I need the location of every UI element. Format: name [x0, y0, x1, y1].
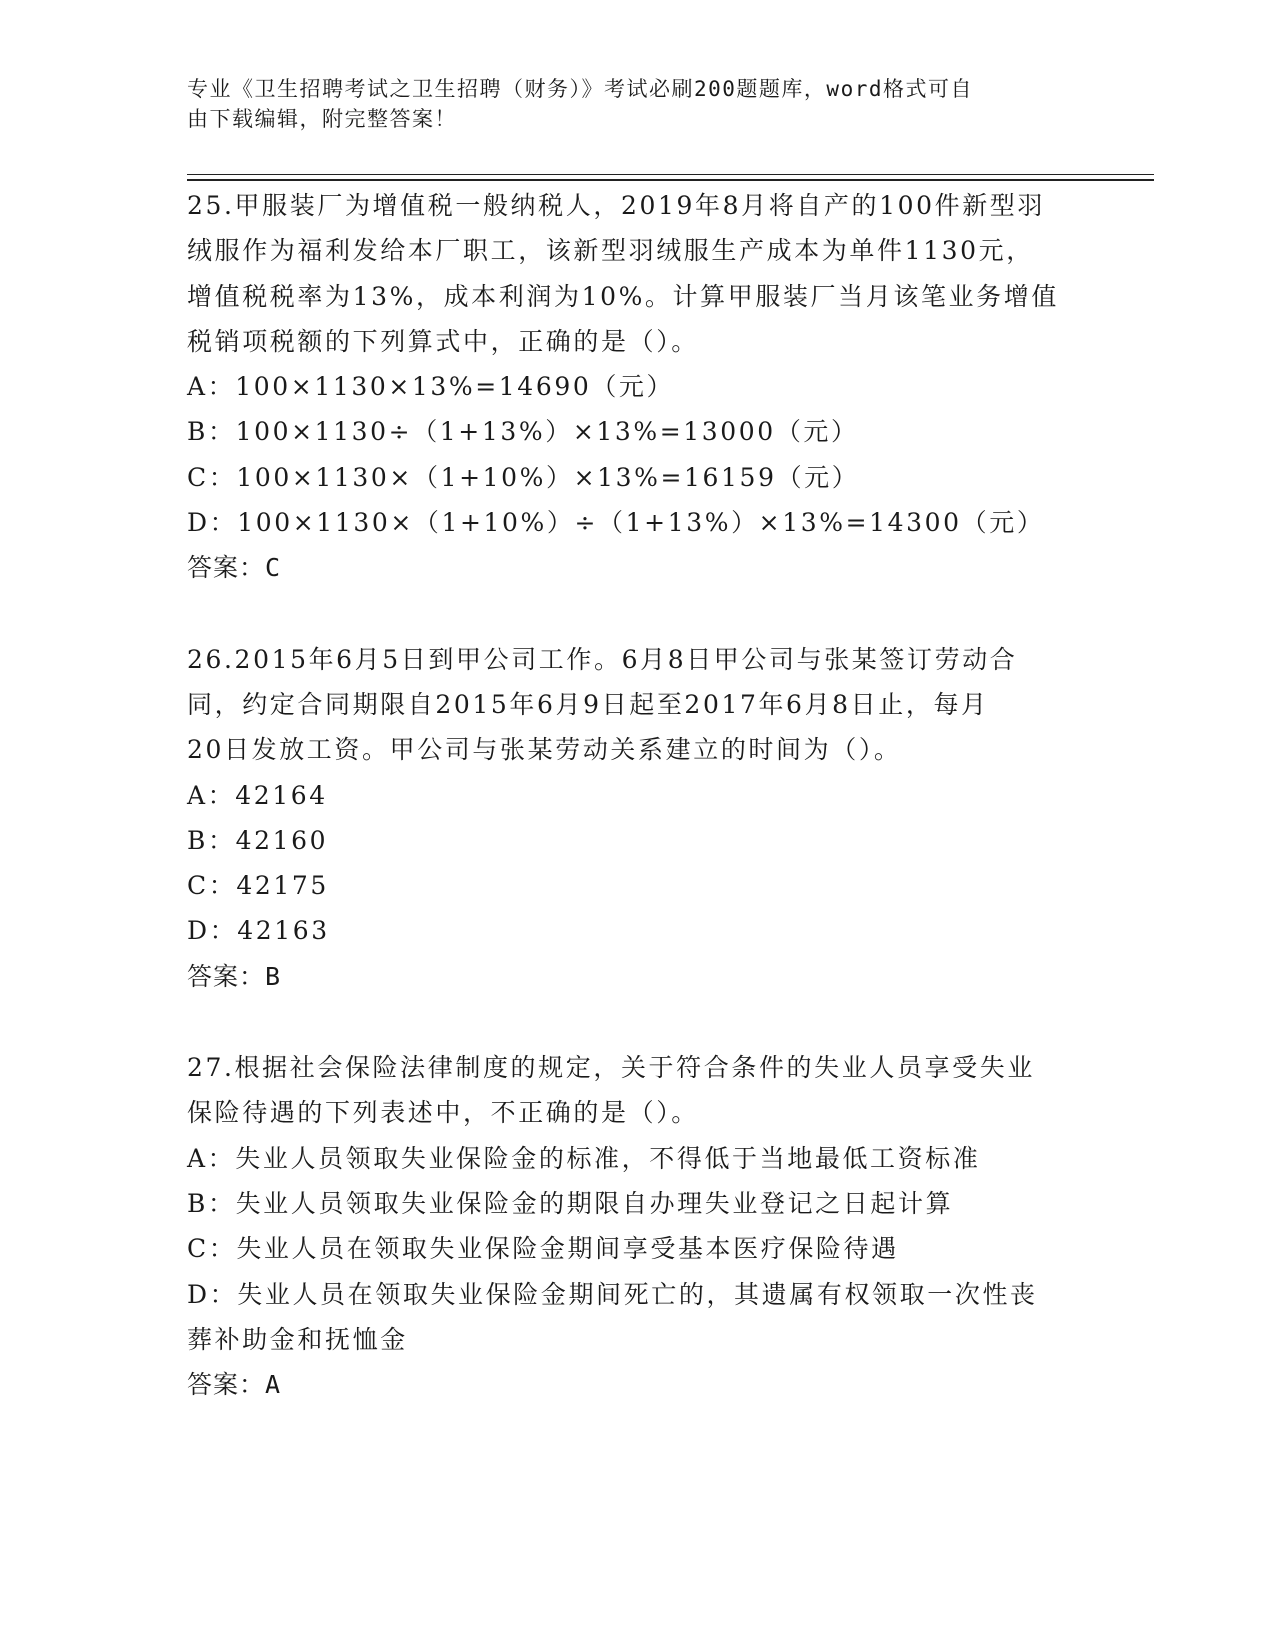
option-b: B：失业人员领取失业保险金的期限自办理失业登记之日起计算	[187, 1188, 954, 1218]
answer-label: 答案：A	[187, 1370, 282, 1400]
question-list	[187, 183, 1087, 1407]
option-d-continued: 葬补助金和抚恤金	[187, 1324, 408, 1354]
option-a: A：42164	[187, 780, 328, 810]
option-c: C：100×1130×（1+10%）×13%=16159（元）	[187, 462, 860, 492]
header-line-2: 由下载编辑，附完整答案！	[187, 107, 457, 131]
question-stem-line: 26.2015年6月5日到甲公司工作。6月8日甲公司与张某签订劳动合	[187, 644, 1018, 674]
option-c: C：失业人员在领取失业保险金期间享受基本医疗保险待遇	[187, 1234, 899, 1264]
question-stem-line: 增值税税率为13%，成本利润为10%。计算甲服装厂当月该笔业务增值	[187, 281, 1059, 311]
option-d: D：100×1130×（1+10%）÷（1+13%）×13%=14300（元）	[187, 508, 1045, 538]
question-stem-line: 20日发放工资。甲公司与张某劳动关系建立的时间为（）。	[187, 735, 902, 765]
page-header	[187, 74, 1067, 134]
question-spacer	[187, 591, 1087, 637]
question-stem-line: 27.根据社会保险法律制度的规定，关于符合条件的失业人员享受失业	[187, 1053, 1035, 1083]
header-divider-thick	[187, 179, 1154, 181]
question-stem-line: 25.甲服装厂为增值税一般纳税人，2019年8月将自产的100件新型羽	[187, 191, 1046, 220]
option-b: B：42160	[187, 825, 329, 855]
option-d: D：失业人员在领取失业保险金期间死亡的，其遗属有权领取一次性丧	[187, 1279, 1038, 1309]
answer-label: 答案：B	[187, 961, 282, 991]
question-stem-line: 绒服作为福利发给本厂职工，该新型羽绒服生产成本为单件1130元，	[187, 236, 1034, 266]
option-b: B：100×1130÷（1+13%）×13%=13000（元）	[187, 417, 859, 447]
question-26	[187, 637, 1087, 999]
option-d: D：42163	[187, 916, 330, 946]
header-divider-thin	[187, 174, 1154, 175]
question-stem-line: 保险待遇的下列表述中，不正确的是（）。	[187, 1098, 699, 1128]
question-stem-line: 同，约定合同期限自2015年6月9日起至2017年6月8日止，每月	[187, 689, 989, 719]
question-25	[187, 183, 1087, 591]
option-a: A：失业人员领取失业保险金的标准，不得低于当地最低工资标准	[187, 1143, 981, 1173]
header-line-1: 专业《卫生招聘考试之卫生招聘（财务）》考试必刷200题题库，word格式可自	[187, 77, 973, 101]
option-c: C：42175	[187, 871, 329, 901]
question-stem-line: 税销项税额的下列算式中，正确的是（）。	[187, 326, 699, 356]
option-a: A：100×1130×13%=14690（元）	[187, 372, 675, 402]
question-spacer	[187, 999, 1087, 1045]
question-27	[187, 1045, 1087, 1407]
answer-label: 答案：C	[187, 553, 282, 583]
